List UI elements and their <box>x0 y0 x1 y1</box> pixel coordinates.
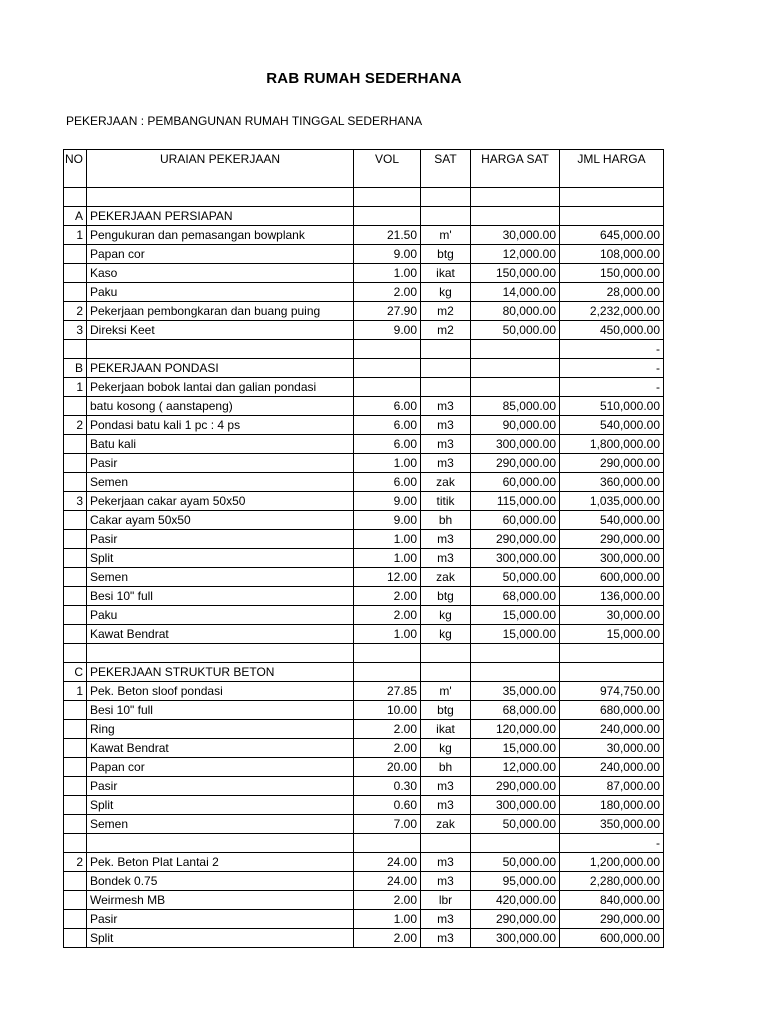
cell-harga-sat: 85,000.00 <box>471 397 560 416</box>
cell-jml-harga: 680,000.00 <box>560 701 664 720</box>
cell-uraian: PEKERJAAN PONDASI <box>87 359 354 378</box>
cell-harga-sat <box>471 359 560 378</box>
cell-vol <box>354 359 421 378</box>
table-row <box>64 891 664 910</box>
cell-no: 3 <box>64 492 87 511</box>
table-row <box>64 568 664 587</box>
cell-uraian: Papan cor <box>87 758 354 777</box>
table-row <box>64 435 664 454</box>
cell-vol: 0.60 <box>354 796 421 815</box>
cell-jml-harga: 290,000.00 <box>560 910 664 929</box>
page-title: RAB RUMAH SEDERHANA <box>266 70 462 87</box>
table-row <box>64 264 664 283</box>
cell-no: 1 <box>64 682 87 701</box>
cell-harga-sat: 14,000.00 <box>471 283 560 302</box>
cell-harga-sat: 290,000.00 <box>471 530 560 549</box>
cell-vol: 9.00 <box>354 492 421 511</box>
cell-sat: kg <box>421 606 471 625</box>
cell-uraian: Split <box>87 549 354 568</box>
cell-jml-harga <box>560 188 664 207</box>
cell-uraian: Direksi Keet <box>87 321 354 340</box>
cell-harga-sat <box>471 188 560 207</box>
cell-uraian: PEKERJAAN STRUKTUR BETON <box>87 663 354 682</box>
cell-uraian: Pek. Beton Plat Lantai 2 <box>87 853 354 872</box>
cell-harga-sat <box>471 644 560 663</box>
cell-harga-sat: 115,000.00 <box>471 492 560 511</box>
cell-uraian: Bondek 0.75 <box>87 872 354 891</box>
cell-vol: 20.00 <box>354 758 421 777</box>
cell-uraian: Pekerjaan cakar ayam 50x50 <box>87 492 354 511</box>
header-uraian: URAIAN PEKERJAAN <box>87 150 354 188</box>
cell-sat: m' <box>421 682 471 701</box>
table-row <box>64 397 664 416</box>
cell-uraian: batu kosong ( aanstapeng) <box>87 397 354 416</box>
project-subtitle: PEKERJAAN : PEMBANGUNAN RUMAH TINGGAL SEDERHANA <box>66 114 423 128</box>
cell-harga-sat: 120,000.00 <box>471 720 560 739</box>
cell-harga-sat: 60,000.00 <box>471 473 560 492</box>
cell-harga-sat: 68,000.00 <box>471 587 560 606</box>
cell-vol: 6.00 <box>354 397 421 416</box>
cell-jml-harga: 15,000.00 <box>560 625 664 644</box>
table-row <box>64 511 664 530</box>
cell-vol: 27.90 <box>354 302 421 321</box>
cell-no <box>64 473 87 492</box>
cell-uraian: Besi 10" full <box>87 587 354 606</box>
cell-harga-sat: 15,000.00 <box>471 739 560 758</box>
cell-uraian: Pasir <box>87 910 354 929</box>
cell-vol: 6.00 <box>354 473 421 492</box>
cell-uraian: Kawat Bendrat <box>87 625 354 644</box>
cell-sat: m3 <box>421 549 471 568</box>
cell-vol: 1.00 <box>354 549 421 568</box>
cell-harga-sat: 35,000.00 <box>471 682 560 701</box>
cell-uraian: Split <box>87 929 354 948</box>
cell-uraian: Pasir <box>87 777 354 796</box>
cell-uraian: Semen <box>87 473 354 492</box>
cell-sat: m3 <box>421 416 471 435</box>
cell-jml-harga: 645,000.00 <box>560 226 664 245</box>
cell-no <box>64 530 87 549</box>
cell-vol <box>354 340 421 359</box>
cell-no <box>64 834 87 853</box>
cell-jml-harga: 600,000.00 <box>560 568 664 587</box>
cell-harga-sat: 420,000.00 <box>471 891 560 910</box>
cell-harga-sat <box>471 834 560 853</box>
table-row <box>64 492 664 511</box>
cell-no <box>64 891 87 910</box>
cell-harga-sat: 290,000.00 <box>471 910 560 929</box>
cell-jml-harga: 108,000.00 <box>560 245 664 264</box>
cell-vol: 1.00 <box>354 910 421 929</box>
cell-jml-harga: 2,232,000.00 <box>560 302 664 321</box>
table-row <box>64 853 664 872</box>
table-row <box>64 359 664 378</box>
cell-jml-harga: 360,000.00 <box>560 473 664 492</box>
cell-no <box>64 872 87 891</box>
cell-no <box>64 777 87 796</box>
cell-vol: 7.00 <box>354 815 421 834</box>
cell-sat: titik <box>421 492 471 511</box>
cell-no: 2 <box>64 302 87 321</box>
cell-jml-harga: 136,000.00 <box>560 587 664 606</box>
cell-jml-harga: 510,000.00 <box>560 397 664 416</box>
cell-vol <box>354 378 421 397</box>
cell-harga-sat: 80,000.00 <box>471 302 560 321</box>
cell-no: 1 <box>64 378 87 397</box>
cell-sat: kg <box>421 739 471 758</box>
cell-no <box>64 435 87 454</box>
cell-jml-harga: 840,000.00 <box>560 891 664 910</box>
cell-jml-harga <box>560 207 664 226</box>
cell-uraian <box>87 188 354 207</box>
cell-vol: 27.85 <box>354 682 421 701</box>
cell-sat: m2 <box>421 302 471 321</box>
cell-uraian: Kaso <box>87 264 354 283</box>
cell-no <box>64 283 87 302</box>
cell-vol <box>354 188 421 207</box>
cell-harga-sat: 300,000.00 <box>471 435 560 454</box>
cell-jml-harga: 30,000.00 <box>560 606 664 625</box>
cell-harga-sat: 90,000.00 <box>471 416 560 435</box>
cell-vol: 1.00 <box>354 454 421 473</box>
cell-vol <box>354 207 421 226</box>
cell-no <box>64 701 87 720</box>
cell-harga-sat <box>471 663 560 682</box>
cell-harga-sat: 68,000.00 <box>471 701 560 720</box>
cell-no <box>64 188 87 207</box>
cell-jml-harga: 87,000.00 <box>560 777 664 796</box>
table-row <box>64 777 664 796</box>
cell-sat <box>421 207 471 226</box>
cell-sat: zak <box>421 568 471 587</box>
cell-sat: btg <box>421 701 471 720</box>
cell-vol: 1.00 <box>354 530 421 549</box>
header-harga-sat: HARGA SAT <box>471 150 560 188</box>
cell-harga-sat: 30,000.00 <box>471 226 560 245</box>
cell-harga-sat: 290,000.00 <box>471 454 560 473</box>
cell-vol: 9.00 <box>354 245 421 264</box>
cell-sat: m3 <box>421 872 471 891</box>
cell-jml-harga: 1,035,000.00 <box>560 492 664 511</box>
cell-vol: 12.00 <box>354 568 421 587</box>
cell-no <box>64 264 87 283</box>
cell-jml-harga <box>560 663 664 682</box>
table-row <box>64 226 664 245</box>
table-header-row <box>64 150 664 188</box>
cell-sat: bh <box>421 511 471 530</box>
cell-sat <box>421 663 471 682</box>
cell-uraian: Kawat Bendrat <box>87 739 354 758</box>
cell-no <box>64 587 87 606</box>
cell-sat <box>421 644 471 663</box>
cell-no <box>64 796 87 815</box>
cell-vol: 9.00 <box>354 321 421 340</box>
table-row <box>64 910 664 929</box>
cell-harga-sat: 300,000.00 <box>471 929 560 948</box>
cell-vol: 0.30 <box>354 777 421 796</box>
table-row <box>64 302 664 321</box>
cell-vol: 21.50 <box>354 226 421 245</box>
cell-sat <box>421 359 471 378</box>
cell-vol: 2.00 <box>354 720 421 739</box>
cell-jml-harga: 540,000.00 <box>560 511 664 530</box>
cell-jml-harga: 350,000.00 <box>560 815 664 834</box>
cell-uraian: Cakar ayam 50x50 <box>87 511 354 530</box>
table-row <box>64 473 664 492</box>
cell-sat: zak <box>421 473 471 492</box>
cell-uraian: Paku <box>87 606 354 625</box>
cell-vol <box>354 663 421 682</box>
cell-no <box>64 606 87 625</box>
cell-vol <box>354 834 421 853</box>
cell-sat: m3 <box>421 796 471 815</box>
cell-jml-harga: 2,280,000.00 <box>560 872 664 891</box>
cell-jml-harga: - <box>560 359 664 378</box>
table-body <box>64 188 664 948</box>
cell-uraian: Pekerjaan bobok lantai dan galian pondasi <box>87 378 354 397</box>
cell-sat: m3 <box>421 910 471 929</box>
cell-no <box>64 720 87 739</box>
cell-no <box>64 245 87 264</box>
cell-no <box>64 568 87 587</box>
cell-sat: lbr <box>421 891 471 910</box>
cell-vol: 2.00 <box>354 587 421 606</box>
cell-sat <box>421 834 471 853</box>
cell-uraian <box>87 340 354 359</box>
header-no: NO <box>64 150 87 188</box>
cell-no <box>64 549 87 568</box>
cell-vol: 24.00 <box>354 853 421 872</box>
table-row <box>64 587 664 606</box>
cell-no <box>64 454 87 473</box>
cell-uraian: Semen <box>87 568 354 587</box>
cell-harga-sat: 50,000.00 <box>471 853 560 872</box>
cell-sat: ikat <box>421 264 471 283</box>
cell-jml-harga: 240,000.00 <box>560 720 664 739</box>
cell-vol: 2.00 <box>354 283 421 302</box>
cell-vol: 2.00 <box>354 606 421 625</box>
table-row <box>64 283 664 302</box>
cell-sat: kg <box>421 283 471 302</box>
cell-no <box>64 644 87 663</box>
cell-sat <box>421 378 471 397</box>
cell-sat: btg <box>421 587 471 606</box>
cell-harga-sat: 300,000.00 <box>471 549 560 568</box>
cell-harga-sat: 12,000.00 <box>471 758 560 777</box>
cell-uraian: Batu kali <box>87 435 354 454</box>
cell-sat <box>421 340 471 359</box>
cell-sat: m3 <box>421 853 471 872</box>
cell-harga-sat: 15,000.00 <box>471 625 560 644</box>
cell-no <box>64 739 87 758</box>
cell-sat: btg <box>421 245 471 264</box>
cell-uraian: Ring <box>87 720 354 739</box>
table-row <box>64 758 664 777</box>
cell-jml-harga: 290,000.00 <box>560 454 664 473</box>
cell-uraian: Pasir <box>87 454 354 473</box>
cell-uraian: Pek. Beton sloof pondasi <box>87 682 354 701</box>
cell-jml-harga: 180,000.00 <box>560 796 664 815</box>
cell-no: 1 <box>64 226 87 245</box>
cell-jml-harga: 450,000.00 <box>560 321 664 340</box>
table-row <box>64 796 664 815</box>
cell-vol: 2.00 <box>354 929 421 948</box>
cell-vol: 2.00 <box>354 891 421 910</box>
cell-sat: m3 <box>421 397 471 416</box>
cell-jml-harga: 974,750.00 <box>560 682 664 701</box>
cell-harga-sat <box>471 207 560 226</box>
cell-no: C <box>64 663 87 682</box>
cell-vol: 1.00 <box>354 625 421 644</box>
cell-sat: m3 <box>421 530 471 549</box>
table-row <box>64 872 664 891</box>
table-row <box>64 644 664 663</box>
cell-vol: 24.00 <box>354 872 421 891</box>
cell-sat: m3 <box>421 435 471 454</box>
cell-no <box>64 758 87 777</box>
cell-uraian: Split <box>87 796 354 815</box>
cell-uraian: Pengukuran dan pemasangan bowplank <box>87 226 354 245</box>
cell-vol: 6.00 <box>354 435 421 454</box>
cell-sat: ikat <box>421 720 471 739</box>
cell-no <box>64 397 87 416</box>
cell-jml-harga: 600,000.00 <box>560 929 664 948</box>
cell-uraian: Pasir <box>87 530 354 549</box>
cell-sat: zak <box>421 815 471 834</box>
cell-sat: m3 <box>421 454 471 473</box>
cell-sat: m3 <box>421 777 471 796</box>
table-row <box>64 378 664 397</box>
table-row <box>64 606 664 625</box>
cell-jml-harga <box>560 644 664 663</box>
table-row <box>64 416 664 435</box>
table-row <box>64 720 664 739</box>
cell-sat: bh <box>421 758 471 777</box>
cell-no: B <box>64 359 87 378</box>
cell-jml-harga: - <box>560 378 664 397</box>
cell-jml-harga: - <box>560 340 664 359</box>
cell-sat: m' <box>421 226 471 245</box>
table-row <box>64 207 664 226</box>
cell-no: 2 <box>64 853 87 872</box>
cell-uraian: Pondasi batu kali 1 pc : 4 ps <box>87 416 354 435</box>
cell-harga-sat: 50,000.00 <box>471 568 560 587</box>
cell-jml-harga: 1,800,000.00 <box>560 435 664 454</box>
cell-jml-harga: 30,000.00 <box>560 739 664 758</box>
table-row <box>64 682 664 701</box>
cell-jml-harga: 290,000.00 <box>560 530 664 549</box>
table-row <box>64 188 664 207</box>
cell-uraian: Papan cor <box>87 245 354 264</box>
table-row <box>64 929 664 948</box>
cell-no <box>64 910 87 929</box>
cell-no <box>64 929 87 948</box>
cell-vol: 2.00 <box>354 739 421 758</box>
table-row <box>64 340 664 359</box>
cell-harga-sat: 300,000.00 <box>471 796 560 815</box>
cell-jml-harga: 300,000.00 <box>560 549 664 568</box>
table-row <box>64 245 664 264</box>
cell-uraian: Weirmesh MB <box>87 891 354 910</box>
table-row <box>64 815 664 834</box>
cell-harga-sat <box>471 378 560 397</box>
cell-vol: 10.00 <box>354 701 421 720</box>
cell-uraian: Pekerjaan pembongkaran dan buang puing <box>87 302 354 321</box>
cell-harga-sat: 50,000.00 <box>471 815 560 834</box>
header-sat: SAT <box>421 150 471 188</box>
cell-no: A <box>64 207 87 226</box>
cell-harga-sat: 95,000.00 <box>471 872 560 891</box>
cell-uraian: Besi 10" full <box>87 701 354 720</box>
table-row <box>64 530 664 549</box>
cell-harga-sat: 290,000.00 <box>471 777 560 796</box>
cell-jml-harga: 1,200,000.00 <box>560 853 664 872</box>
cell-uraian: Paku <box>87 283 354 302</box>
cell-sat: m3 <box>421 929 471 948</box>
cell-vol: 9.00 <box>354 511 421 530</box>
table-row <box>64 663 664 682</box>
rab-table <box>63 149 664 948</box>
table-row <box>64 834 664 853</box>
cell-harga-sat: 15,000.00 <box>471 606 560 625</box>
cell-no <box>64 511 87 530</box>
cell-sat: kg <box>421 625 471 644</box>
table-row <box>64 739 664 758</box>
cell-harga-sat: 150,000.00 <box>471 264 560 283</box>
table-row <box>64 701 664 720</box>
table-row <box>64 321 664 340</box>
cell-vol <box>354 644 421 663</box>
cell-uraian <box>87 644 354 663</box>
cell-harga-sat: 50,000.00 <box>471 321 560 340</box>
cell-no <box>64 340 87 359</box>
cell-no <box>64 815 87 834</box>
cell-jml-harga: 240,000.00 <box>560 758 664 777</box>
cell-uraian: Semen <box>87 815 354 834</box>
cell-harga-sat <box>471 340 560 359</box>
cell-harga-sat: 60,000.00 <box>471 511 560 530</box>
header-jml-harga: JML HARGA <box>560 150 664 188</box>
cell-uraian: PEKERJAAN PERSIAPAN <box>87 207 354 226</box>
cell-jml-harga: 150,000.00 <box>560 264 664 283</box>
cell-sat: m2 <box>421 321 471 340</box>
cell-no: 3 <box>64 321 87 340</box>
cell-jml-harga: - <box>560 834 664 853</box>
table-row <box>64 454 664 473</box>
table-row <box>64 549 664 568</box>
cell-jml-harga: 540,000.00 <box>560 416 664 435</box>
cell-vol: 6.00 <box>354 416 421 435</box>
cell-no: 2 <box>64 416 87 435</box>
cell-vol: 1.00 <box>354 264 421 283</box>
table-row <box>64 625 664 644</box>
cell-uraian <box>87 834 354 853</box>
cell-no <box>64 625 87 644</box>
cell-jml-harga: 28,000.00 <box>560 283 664 302</box>
cell-sat <box>421 188 471 207</box>
header-vol: VOL <box>354 150 421 188</box>
cell-harga-sat: 12,000.00 <box>471 245 560 264</box>
